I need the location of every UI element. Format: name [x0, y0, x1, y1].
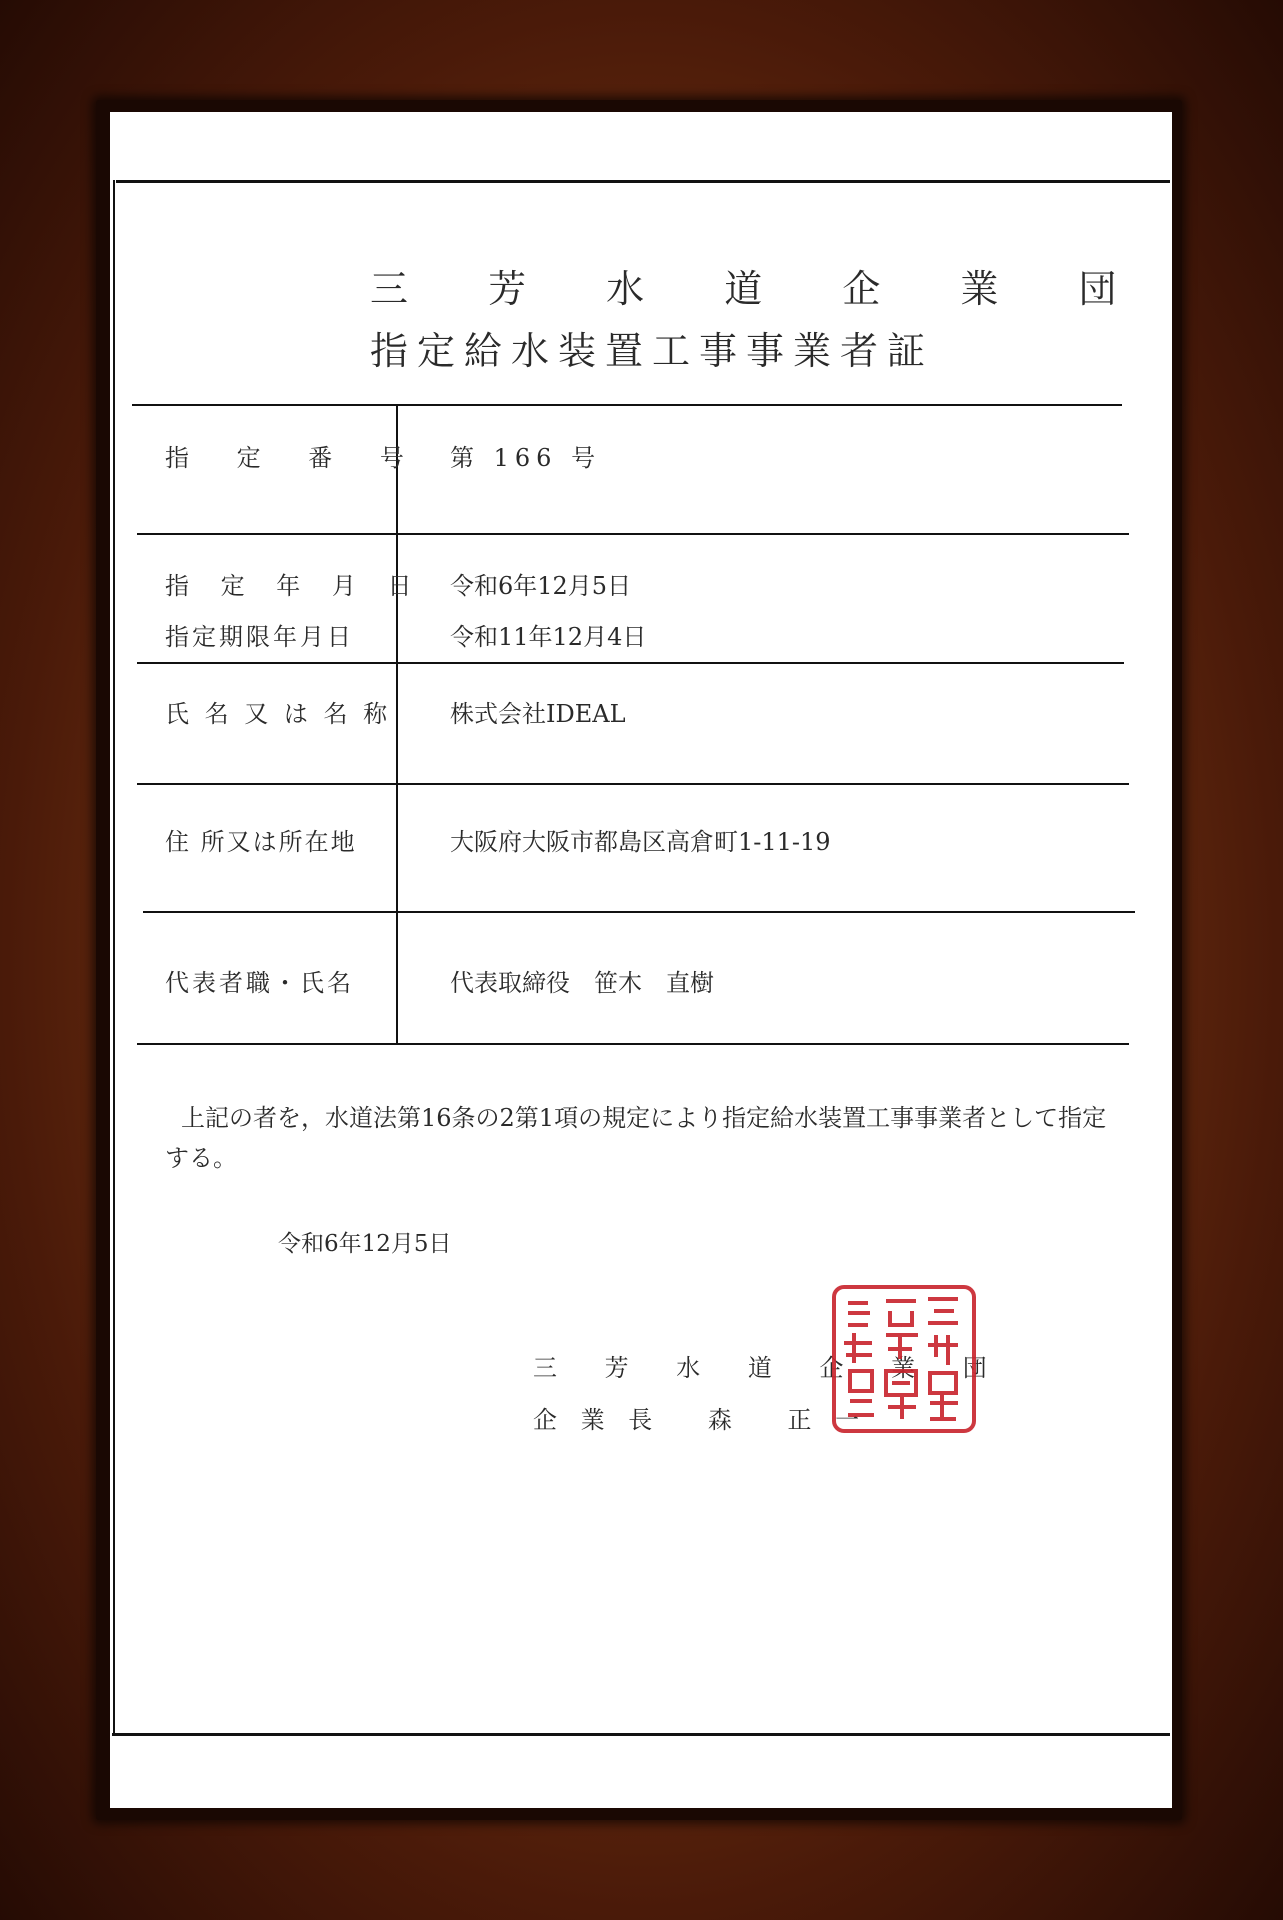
organization-title: 三 芳 水 道 企 業 団 — [370, 267, 1151, 311]
label-address: 住 所又は所在地 — [165, 828, 357, 856]
value-expiry-date: 令和11年12月4日 — [450, 623, 647, 651]
label-expiry-date: 指定期限年月日 — [165, 623, 354, 651]
value-representative: 代表取締役 笹木 直樹 — [450, 969, 714, 997]
value-name: 株式会社IDEAL — [450, 700, 626, 728]
table-row-divider — [137, 533, 1129, 535]
value-address: 大阪府大阪市都島区高倉町1-11-19 — [450, 828, 831, 856]
issuer-organization: 三 芳 水 道 企 業 団 — [533, 1354, 1007, 1382]
table-bottom-line — [137, 1043, 1129, 1045]
value-designation-number: 第 166 号 — [450, 444, 602, 472]
label-designation-date: 指 定 年 月 日 — [165, 572, 424, 600]
label-name: 氏 名 又 は 名 称 — [165, 700, 392, 728]
label-representative: 代表者職・氏名 — [165, 969, 354, 997]
table-row-divider — [137, 662, 1124, 664]
table-top-line — [132, 404, 1122, 406]
designation-statement: 上記の者を，水道法第16条の2第1項の規定により指定給水装置工事事業者として指定する。 — [165, 1104, 1107, 1172]
official-seal-icon — [830, 1283, 978, 1435]
table-row-divider — [143, 911, 1135, 913]
table-row-divider — [137, 783, 1129, 785]
certificate-title: 指定給水装置工事事業者証 — [370, 329, 935, 373]
left-border-line — [113, 180, 115, 1736]
value-designation-date: 令和6年12月5日 — [450, 572, 632, 600]
issuer-name: 企 業 長 森 正 一 — [533, 1406, 868, 1434]
table-column-divider — [396, 404, 398, 1045]
top-border-line — [116, 180, 1170, 183]
bottom-border-line — [112, 1733, 1170, 1736]
issue-date: 令和6年12月5日 — [278, 1231, 452, 1257]
label-designation-number: 指 定 番 号 — [165, 444, 424, 472]
